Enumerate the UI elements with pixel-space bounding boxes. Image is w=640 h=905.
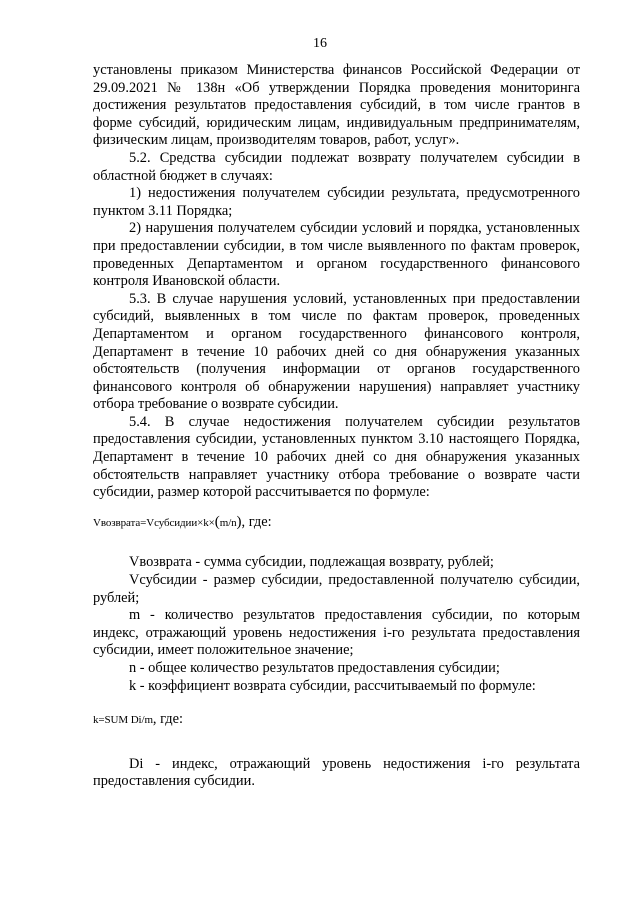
- formula-where: , где:: [241, 513, 272, 530]
- formula-equals: =: [98, 714, 105, 727]
- definition-v-return: Vвозврата - сумма субсидии, подлежащая возврату, рублей;: [129, 554, 494, 571]
- definition-k: k - коэффициент возврата субсидии, рассчитываемый по формуле:: [129, 677, 536, 694]
- formula-k-coefficient: [93, 711, 580, 730]
- list-item-2: 2) нарушения получателем субсидии условий и порядка, установленных при предоставлении субсидии, в том числе выявленного по фактам проверок, проведенных Департаментом и органом государственного финансового контроля Ивановской области.: [93, 220, 580, 290]
- formula-times: ×: [208, 516, 215, 529]
- formula-k: k: [203, 516, 209, 529]
- formula-right-paren: ): [236, 513, 242, 530]
- list-item-1: 1) недостижения получателем субсидии результата, предусмотренного пунктом 3.11 Порядка;: [93, 185, 580, 219]
- formula-return-amount: [93, 514, 580, 533]
- formula-times: ×: [197, 516, 204, 529]
- formula-equals: =: [140, 516, 147, 529]
- paragraph-5-4: 5.4. В случае недостижения получателем субсидии результатов предоставления субсидии, установленных пунктом 3.10 настоящего Порядка, Департамент в течение 10 рабочих дней со дня обнаружения указанных обстоятельств направляет участнику отбора требование о возврате части субсидии, размер которой рассчитывается по формуле:: [93, 413, 580, 501]
- formula-left-paren: (: [214, 513, 220, 530]
- definition-n: n - общее количество результатов предоставления субсидии;: [129, 660, 500, 676]
- document-body: [93, 62, 580, 791]
- definition-v-subsidy: Vсубсидии - размер субсидии, предоставленной получателю субсидии, рублей;: [93, 572, 580, 606]
- formula-sum: SUM Di/m: [104, 714, 153, 727]
- paragraph-5-2: 5.2. Средства субсидии подлежат возврату получателем субсидии в областной бюджет в случаях:: [93, 149, 580, 184]
- formula-subsidy: Vсубсидии: [146, 516, 198, 529]
- paragraph-5-3: 5.3. В случае нарушения условий, установленных при предоставлении субсидий, выявленных в том числе по фактам проверок, проведенных Департаментом и органом государственного финансового контроля, Департамент в течение 10 рабочих дней со дня обнаружения указанных обстоятельств (получения информации от органов государственного финансового контроля об обнаружении нарушения) направляет участнику отбора требование о возврате субсидии.: [93, 290, 580, 413]
- formula-k: k: [93, 714, 99, 727]
- page-number: 16: [313, 36, 327, 51]
- formula-where: , где:: [152, 711, 184, 728]
- formula-lhs: Vвозврата: [93, 516, 141, 529]
- definition-m: m - количество результатов предоставления субсидии, по которым индекс, отражающий уровень недостижения i-го результата предоставления субсидии, имеет положительное значение;: [93, 607, 580, 659]
- formula-m-over-n: m/n: [219, 516, 237, 529]
- definition-di: Di - индекс, отражающий уровень недостижения i-го результата предоставления субсидии.: [93, 755, 580, 790]
- paragraph-continuation: установлены приказом Министерства финансов Российской Федерации от 29.09.2021 № 138н «Об утверждении Порядка проведения мониторинга достижения результатов предоставления субсидий, в том числе грантов в форме субсидий, юридическим лицам, индивидуальным предпринимателям, физическим лицам, производителям товаров, работ, услуг».: [93, 62, 580, 149]
